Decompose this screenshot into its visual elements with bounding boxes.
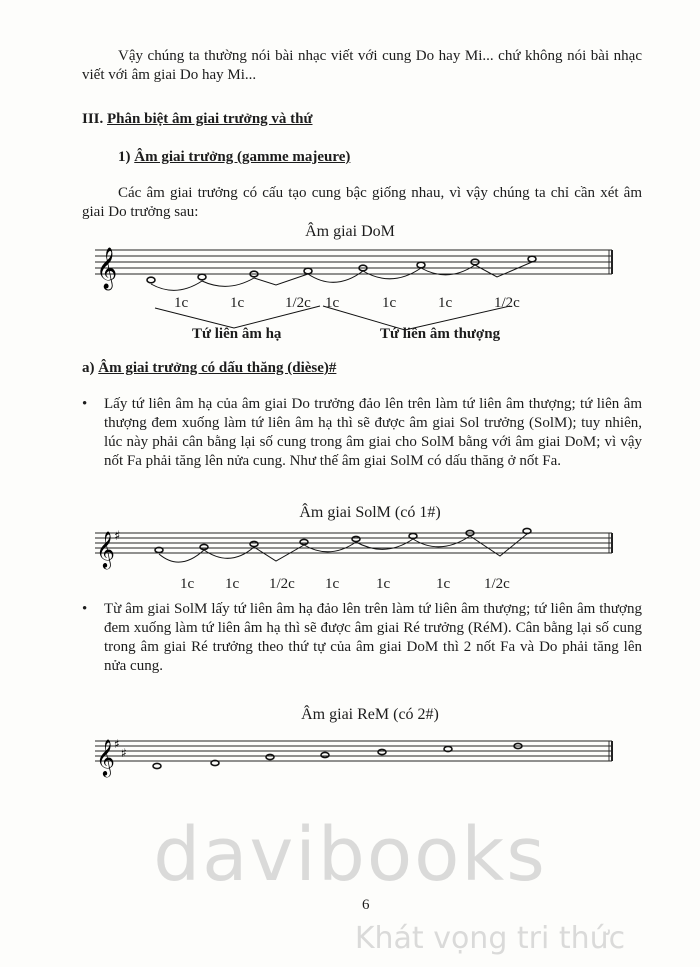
interval-label: 1c: [174, 295, 189, 311]
interval-label: 1c: [325, 576, 340, 592]
scale-dom-title: Âm giai DoM: [305, 223, 395, 240]
staff-rem: [95, 741, 612, 761]
bullet-icon: •: [82, 601, 88, 617]
bullet-text: Từ âm giai SolM lấy tứ liên âm hạ đảo lên trên làm tứ liên âm thượng; tứ liên âm thượng đem xuống làm tứ liên âm hạ thì sẽ được âm giai Ré trưởng (RéM). Cân bằng lại số cung trong âm giai Ré trưởng theo thứ tự của âm giai DoM thì 2 nốt Fa và Do phải tăng lên nửa cung.: [104, 601, 642, 674]
subsection-title: Âm giai trưởng (gamme majeure): [134, 149, 351, 165]
tetrachord-upper-label: Tứ liên âm thượng: [380, 326, 501, 342]
sharp-icon: ♯: [114, 737, 120, 751]
interval-label: 1/2c: [494, 295, 520, 311]
interval-label: 1c: [436, 576, 451, 592]
section-title: Phân biệt âm giai trưởng và thứ: [107, 111, 313, 127]
bullet-text: Lấy tứ liên âm hạ của âm giai Do trưởng đảo lên trên làm tứ liên âm thượng; tứ liên âm thượng đem xuống làm tứ liên âm hạ thì sẽ được âm giai Sol trưởng (SolM); tuy nhiên, lúc này phải cân bằng lại số cung trong âm giai cho SolM bằng với âm giai DoM; vì vậy nốt Fa phải tăng lên nửa cung. Như thế âm giai SolM có dấu thăng ở nốt Fa.: [104, 396, 642, 469]
section-number: III.: [82, 111, 104, 127]
subsection-a-heading: [82, 359, 336, 378]
scale-solm-title: Âm giai SolM (có 1#): [299, 504, 441, 521]
intro-paragraph: Vậy chúng ta thường nói bài nhạc viết với cung Do hay Mi... chứ không nói bài nhạc viết với âm giai Do hay Mi...: [82, 48, 642, 83]
treble-clef-icon: 𝄞: [96, 738, 115, 776]
page-number: 6: [362, 897, 370, 913]
slurs-dom: [151, 262, 532, 330]
treble-clef-icon: 𝄞: [96, 248, 118, 289]
sharp-icon: ♯: [114, 529, 121, 544]
watermark-slogan: Khát vọng tri thức: [354, 921, 626, 956]
notes-dom: [147, 256, 536, 283]
bullet-icon: •: [82, 396, 88, 412]
subsection-a-number: a): [82, 360, 95, 376]
interval-label: 1c: [382, 295, 397, 311]
bullet-item-1: [82, 395, 642, 471]
paragraph-1: Các âm giai trưởng có cấu tạo cung bậc giống nhau, vì vậy chúng ta chỉ cần xét âm giai Do trưởng sau:: [82, 185, 642, 220]
sharp-icon: ♯: [121, 746, 127, 760]
interval-label: 1c: [230, 295, 245, 311]
subsection-number: 1): [118, 149, 131, 165]
interval-label: 1c: [376, 576, 391, 592]
scale-rem-title: Âm giai ReM (có 2#): [301, 706, 439, 723]
interval-label: 1c: [225, 576, 240, 592]
bullet-item-2: [82, 600, 642, 676]
subsection-a-title: Âm giai trưởng có dấu thăng (dièse)#: [98, 360, 337, 376]
interval-label: 1/2c: [285, 295, 311, 311]
interval-label: 1/2c: [484, 576, 510, 592]
interval-label: 1c: [180, 576, 195, 592]
tetrachord-lower-label: Tứ liên âm hạ: [192, 326, 282, 342]
interval-label: 1c: [325, 295, 340, 311]
treble-clef-icon: 𝄞: [96, 530, 115, 568]
watermark-brand: davibooks: [153, 812, 547, 898]
interval-label: 1/2c: [269, 576, 295, 592]
interval-label: 1c: [438, 295, 453, 311]
